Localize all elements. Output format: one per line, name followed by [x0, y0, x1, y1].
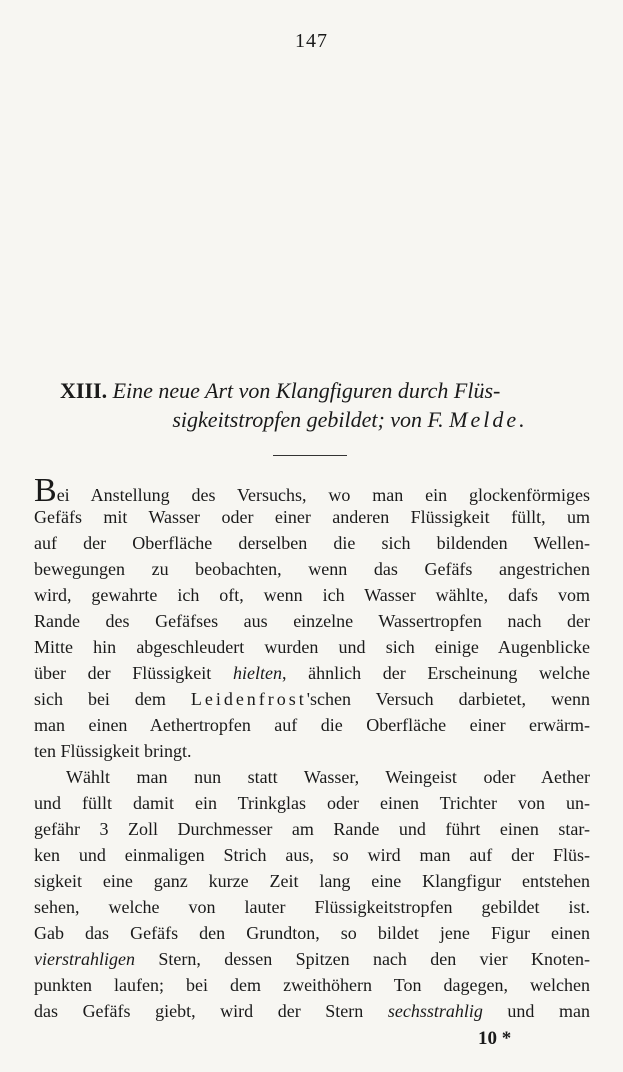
text-line: sigkeit eine ganz kurze Zeit lang eine Klangfigur entstehen: [34, 871, 590, 891]
article-body: [34, 472, 591, 1024]
title-line-1: [60, 376, 600, 405]
text-line: wird, gewahrte ich oft, wenn ich Wasser wählte, dafs vom: [34, 585, 590, 605]
text-line: ten Flüssigkeit bringt.: [34, 741, 192, 761]
text-line: und füllt damit ein Trinkglas oder einen Trichter von un-: [34, 793, 590, 813]
text-line: punkten laufen; bei dem zweithöhern Ton dagegen, welchen: [34, 975, 590, 995]
text-line: sehen, welche von lauter Flüssigkeitstropfen gebildet ist.: [34, 897, 590, 917]
text-line: man einen Aethertropfen auf die Oberfläche einer erwärm-: [34, 715, 590, 735]
text-line: Gab das Gefäfs den Grundton, so bildet jene Figur einen: [34, 923, 590, 943]
text-line: über der Flüssigkeit hielten, ähnlich der Erscheinung welche: [34, 663, 591, 683]
title-line-2: [60, 405, 600, 434]
title-author: Melde.: [449, 407, 528, 432]
text-line: Mitte hin abgeschleudert wurden und sich einige Augenblicke: [34, 637, 590, 657]
text-line: Wählt man nun statt Wasser, Weingeist oder Aether: [66, 767, 590, 787]
text-line: gefähr 3 Zoll Durchmesser am Rande und führt einen star-: [34, 819, 590, 839]
text-line: vierstrahligen Stern, dessen Spitzen nach den vier Knoten-: [34, 949, 590, 969]
title-text-1: Eine neue Art von Klangfiguren durch Flüs-: [112, 378, 501, 403]
signature-mark: 10 *: [478, 1028, 512, 1049]
text-line: ken und einmaligen Strich aus, so wird man auf der Flüs-: [34, 845, 590, 865]
text-line: Gefäfs mit Wasser oder einer anderen Flüssigkeit füllt, um: [34, 507, 590, 527]
text-line: bewegungen zu beobachten, wenn das Gefäfs angestrichen: [34, 559, 590, 579]
text-line: Rande des Gefäfses aus einzelne Wassertropfen nach der: [34, 611, 590, 631]
title-numeral: XIII.: [60, 378, 108, 403]
text-line: auf der Oberfläche derselben die sich bildenden Wellen-: [34, 533, 590, 553]
article-title: [60, 376, 600, 434]
text-line: sich bei dem Leidenfrost'schen Versuch darbietet, wenn: [34, 689, 590, 709]
title-divider: [273, 455, 347, 456]
text-line: das Gefäfs giebt, wird der Stern sechsstrahlig und man: [34, 1001, 590, 1021]
page-number: 147: [295, 30, 328, 52]
title-text-2: sigkeitstropfen gebildet; von F.: [172, 407, 444, 432]
text-line: Bei Anstellung des Versuchs, wo man ein glockenförmiges: [34, 472, 590, 509]
